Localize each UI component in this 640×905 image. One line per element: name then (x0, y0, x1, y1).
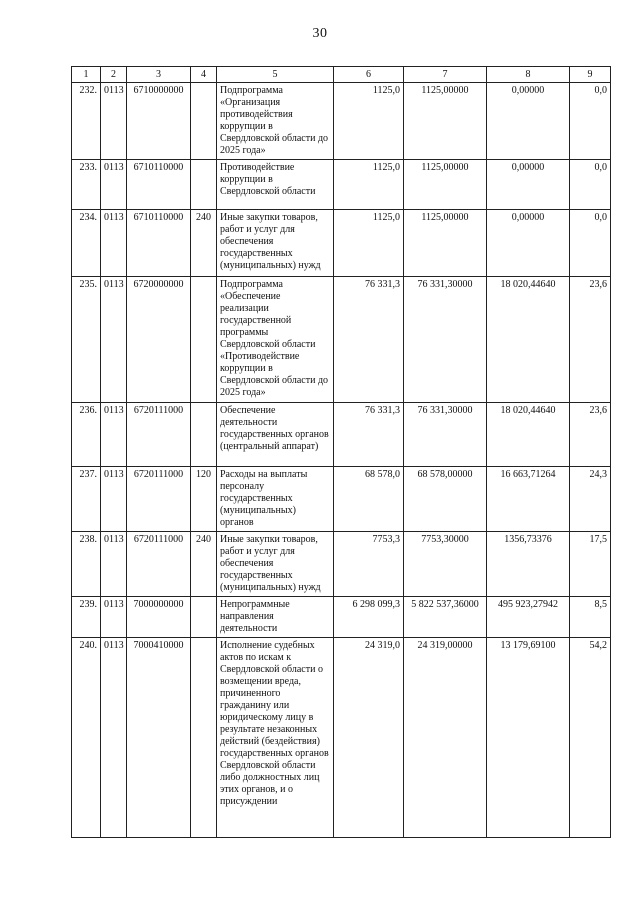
row-number-cell: 238. (72, 532, 101, 597)
budget-table (71, 66, 611, 838)
row-number-cell: 234. (72, 210, 101, 277)
expense-type-cell (191, 160, 217, 210)
section-code-cell: 0113 (101, 597, 127, 638)
execution-percent-cell: 8,5 (570, 597, 611, 638)
table-row (72, 160, 611, 210)
target-article-cell: 6710000000 (127, 83, 191, 160)
item-name-cell: Противодействие коррупции в Свердловской области (217, 160, 334, 210)
planned-amount-cell: 7753,3 (334, 532, 404, 597)
row-number-cell: 236. (72, 403, 101, 467)
header-cell-1: 1 (72, 67, 101, 83)
header-cell-4: 4 (191, 67, 217, 83)
header-cell-8: 8 (487, 67, 570, 83)
execution-percent-cell: 0,0 (570, 83, 611, 160)
section-code-cell: 0113 (101, 638, 127, 838)
section-code-cell: 0113 (101, 210, 127, 277)
execution-percent-cell: 54,2 (570, 638, 611, 838)
table-row (72, 638, 611, 838)
item-name-cell: Расходы на выплаты персоналу государственных (муниципальных) органов (217, 467, 334, 532)
expense-type-cell: 240 (191, 532, 217, 597)
planned-amount-cell: 1125,0 (334, 83, 404, 160)
table-row (72, 210, 611, 277)
table-row (72, 597, 611, 638)
target-article-cell: 6720000000 (127, 277, 191, 403)
target-article-cell: 6720111000 (127, 532, 191, 597)
section-code-cell: 0113 (101, 160, 127, 210)
planned-amount-cell: 1125,0 (334, 210, 404, 277)
item-name-cell: Обеспечение деятельности государственных органов (центральный аппарат) (217, 403, 334, 467)
execution-percent-cell: 23,6 (570, 277, 611, 403)
row-number-cell: 239. (72, 597, 101, 638)
target-article-cell: 7000000000 (127, 597, 191, 638)
expense-type-cell: 240 (191, 210, 217, 277)
row-number-cell: 232. (72, 83, 101, 160)
planned-amount-cell: 24 319,0 (334, 638, 404, 838)
expense-type-cell (191, 638, 217, 838)
table-body (72, 67, 611, 838)
section-code-cell: 0113 (101, 83, 127, 160)
executed-amount-cell: 0,00000 (487, 160, 570, 210)
section-code-cell: 0113 (101, 277, 127, 403)
executed-amount-cell: 13 179,69100 (487, 638, 570, 838)
planned-amount-cell: 68 578,0 (334, 467, 404, 532)
section-code-cell: 0113 (101, 467, 127, 532)
header-cell-3: 3 (127, 67, 191, 83)
table-row (72, 467, 611, 532)
approved-amount-cell: 76 331,30000 (404, 277, 487, 403)
expense-type-cell: 120 (191, 467, 217, 532)
item-name-cell: Иные закупки товаров, работ и услуг для обеспечения государственных (муниципальных) нужд (217, 532, 334, 597)
header-row (72, 67, 611, 83)
target-article-cell: 6710110000 (127, 210, 191, 277)
page-number: 30 (312, 26, 328, 41)
execution-percent-cell: 0,0 (570, 210, 611, 277)
executed-amount-cell: 495 923,27942 (487, 597, 570, 638)
item-name-cell: Подпрограмма «Организация противодействия коррупции в Свердловской области до 2025 года» (217, 83, 334, 160)
approved-amount-cell: 5 822 537,36000 (404, 597, 487, 638)
row-number-cell: 233. (72, 160, 101, 210)
executed-amount-cell: 18 020,44640 (487, 277, 570, 403)
approved-amount-cell: 68 578,00000 (404, 467, 487, 532)
header-cell-6: 6 (334, 67, 404, 83)
table-row (72, 403, 611, 467)
target-article-cell: 6720111000 (127, 467, 191, 532)
execution-percent-cell: 24,3 (570, 467, 611, 532)
item-name-cell: Непрограммные направления деятельности (217, 597, 334, 638)
item-name-cell: Подпрограмма «Обеспечение реализации государственной программы Свердловской области «Противодействие коррупции в Свердловской области до 2025 года» (217, 277, 334, 403)
item-name-cell: Исполнение судебных актов по искам к Свердловской области о возмещении вреда, причиненного гражданину или юридическому лицу в результате незаконных действий (бездействия) государственных органов Свердловской области либо должностных лиц этих органов, и о присуждении (217, 638, 334, 838)
table-row (72, 532, 611, 597)
expense-type-cell (191, 83, 217, 160)
approved-amount-cell: 24 319,00000 (404, 638, 487, 838)
approved-amount-cell: 76 331,30000 (404, 403, 487, 467)
expense-type-cell (191, 597, 217, 638)
target-article-cell: 7000410000 (127, 638, 191, 838)
row-number-cell: 235. (72, 277, 101, 403)
target-article-cell: 6720111000 (127, 403, 191, 467)
executed-amount-cell: 16 663,71264 (487, 467, 570, 532)
execution-percent-cell: 17,5 (570, 532, 611, 597)
planned-amount-cell: 76 331,3 (334, 403, 404, 467)
executed-amount-cell: 0,00000 (487, 83, 570, 160)
section-code-cell: 0113 (101, 403, 127, 467)
planned-amount-cell: 1125,0 (334, 160, 404, 210)
table-row (72, 83, 611, 160)
executed-amount-cell: 18 020,44640 (487, 403, 570, 467)
expense-type-cell (191, 403, 217, 467)
planned-amount-cell: 6 298 099,3 (334, 597, 404, 638)
approved-amount-cell: 1125,00000 (404, 83, 487, 160)
table-row (72, 277, 611, 403)
header-cell-2: 2 (101, 67, 127, 83)
planned-amount-cell: 76 331,3 (334, 277, 404, 403)
header-cell-9: 9 (570, 67, 611, 83)
item-name-cell: Иные закупки товаров, работ и услуг для обеспечения государственных (муниципальных) нужд (217, 210, 334, 277)
approved-amount-cell: 1125,00000 (404, 160, 487, 210)
approved-amount-cell: 1125,00000 (404, 210, 487, 277)
expense-type-cell (191, 277, 217, 403)
executed-amount-cell: 0,00000 (487, 210, 570, 277)
execution-percent-cell: 23,6 (570, 403, 611, 467)
section-code-cell: 0113 (101, 532, 127, 597)
execution-percent-cell: 0,0 (570, 160, 611, 210)
approved-amount-cell: 7753,30000 (404, 532, 487, 597)
header-cell-5: 5 (217, 67, 334, 83)
row-number-cell: 240. (72, 638, 101, 838)
row-number-cell: 237. (72, 467, 101, 532)
header-cell-7: 7 (404, 67, 487, 83)
target-article-cell: 6710110000 (127, 160, 191, 210)
executed-amount-cell: 1356,73376 (487, 532, 570, 597)
